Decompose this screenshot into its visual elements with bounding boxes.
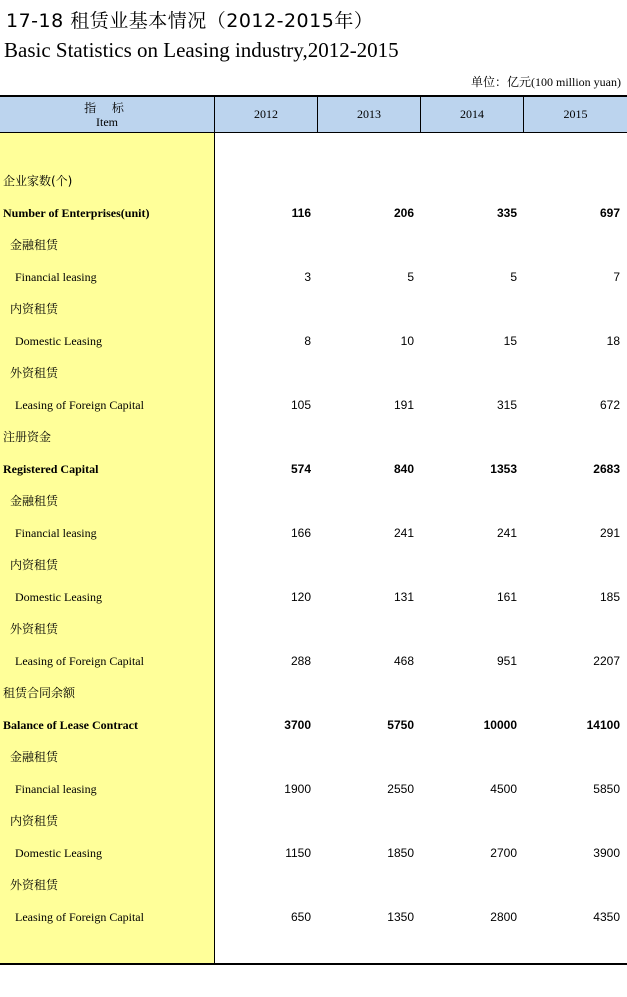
row-label: 租赁合同余额 [3, 686, 76, 700]
row-label: 外资租赁 [10, 366, 59, 380]
cell-value-2012: 288 [290, 654, 311, 668]
cell-value-2015: 185 [599, 590, 620, 604]
cell-value-2015: 14100 [586, 718, 620, 732]
table-row [0, 517, 627, 549]
cell-value-2012: 3700 [284, 718, 311, 732]
unit-label [471, 73, 621, 90]
cell-value-2015: 7 [613, 270, 620, 284]
cell-value-2015: 3900 [593, 846, 620, 860]
cell-value-2013: 10 [400, 334, 414, 348]
table-row [0, 325, 627, 357]
cell-value-2012: 1900 [284, 782, 311, 796]
table-row [0, 421, 627, 453]
table-bottom-rule [0, 963, 627, 965]
table-row [0, 645, 627, 677]
cell-value-2014: 1353 [490, 462, 517, 476]
cell-value-2013: 468 [393, 654, 414, 668]
table-row [0, 453, 627, 485]
table-row [0, 773, 627, 805]
row-label: 金融租赁 [10, 238, 59, 252]
row-label: Leasing of Foreign Capital [15, 398, 144, 412]
table-row [0, 837, 627, 869]
header-year-2012: 2012 [215, 97, 318, 132]
cell-value-2013: 840 [393, 462, 414, 476]
table-row [0, 261, 627, 293]
cell-value-2015: 4350 [593, 910, 620, 924]
table-row [0, 485, 627, 517]
cell-value-2012: 650 [290, 910, 311, 924]
header-year-2014: 2014 [421, 97, 524, 132]
table-title-chinese: 17-18 租赁业基本情况（2012-2015年） [6, 10, 374, 32]
cell-value-2015: 2207 [593, 654, 620, 668]
table-row [0, 677, 627, 709]
table-row [0, 805, 627, 837]
header-item-chinese: 指 标 [84, 100, 130, 115]
cell-value-2012: 8 [304, 334, 311, 348]
header-year-2013: 2013 [318, 97, 421, 132]
cell-value-2014: 161 [496, 590, 517, 604]
row-label: 内资租赁 [10, 814, 59, 828]
row-label: Financial leasing [15, 782, 97, 796]
cell-value-2013: 5750 [387, 718, 414, 732]
row-label: Financial leasing [15, 270, 97, 284]
cell-value-2012: 166 [290, 526, 311, 540]
table-body [0, 165, 627, 933]
cell-value-2015: 291 [599, 526, 620, 540]
cell-value-2015: 697 [599, 206, 620, 220]
row-label: 金融租赁 [10, 494, 59, 508]
header-item-cell [0, 97, 215, 132]
header-year-2015: 2015 [563, 107, 588, 121]
cell-value-2014: 5 [510, 270, 517, 284]
cell-value-2013: 1850 [387, 846, 414, 860]
table-title-english: Basic Statistics on Leasing industry,2012-2015 [4, 38, 399, 62]
cell-value-2014: 4500 [490, 782, 517, 796]
row-label: Registered Capital [3, 462, 99, 476]
cell-value-2014: 10000 [483, 718, 517, 732]
cell-value-2012: 116 [291, 206, 311, 220]
cell-value-2012: 105 [290, 398, 311, 412]
cell-value-2013: 2550 [387, 782, 414, 796]
row-label: Financial leasing [15, 526, 97, 540]
row-label: Domestic Leasing [15, 334, 102, 348]
cell-value-2015: 2683 [593, 462, 620, 476]
table-row [0, 229, 627, 261]
row-label: Number of Enterprises(unit) [3, 206, 150, 220]
table-row [0, 197, 627, 229]
cell-value-2014: 2800 [490, 910, 517, 924]
cell-value-2012: 3 [304, 270, 311, 284]
cell-value-2013: 241 [393, 526, 414, 540]
cell-value-2014: 315 [496, 398, 517, 412]
table-row [0, 613, 627, 645]
unit-label-english: (100 million yuan) [531, 75, 621, 89]
row-label: Domestic Leasing [15, 590, 102, 604]
table-row [0, 741, 627, 773]
table-row [0, 357, 627, 389]
row-label: 内资租赁 [10, 558, 59, 572]
row-label: 外资租赁 [10, 878, 59, 892]
cell-value-2013: 1350 [387, 910, 414, 924]
row-label: Domestic Leasing [15, 846, 102, 860]
cell-value-2014: 15 [503, 334, 517, 348]
cell-value-2015: 672 [599, 398, 620, 412]
table-row [0, 389, 627, 421]
cell-value-2014: 241 [496, 526, 517, 540]
table-header-row [0, 97, 627, 133]
table-row [0, 549, 627, 581]
cell-value-2012: 1150 [285, 846, 311, 860]
row-label: Leasing of Foreign Capital [15, 910, 144, 924]
cell-value-2015: 5850 [593, 782, 620, 796]
table-row [0, 869, 627, 901]
cell-value-2014: 335 [496, 206, 517, 220]
cell-value-2014: 2700 [490, 846, 517, 860]
row-label: 企业家数(个) [3, 174, 73, 188]
table-row [0, 165, 627, 197]
row-label: Balance of Lease Contract [3, 718, 138, 732]
row-label: 注册资金 [3, 430, 52, 444]
cell-value-2012: 120 [290, 590, 311, 604]
cell-value-2013: 206 [393, 206, 414, 220]
table-row [0, 293, 627, 325]
row-label: 外资租赁 [10, 622, 59, 636]
cell-value-2013: 191 [393, 398, 414, 412]
table-row [0, 709, 627, 741]
cell-value-2012: 574 [290, 462, 311, 476]
unit-label-chinese: 单位：亿元 [470, 75, 531, 89]
header-item-english: Item [96, 114, 118, 129]
cell-value-2014: 951 [496, 654, 517, 668]
table-row [0, 901, 627, 933]
cell-value-2013: 5 [407, 270, 414, 284]
table-row [0, 581, 627, 613]
row-label: Leasing of Foreign Capital [15, 654, 144, 668]
cell-value-2013: 131 [393, 590, 414, 604]
row-label: 金融租赁 [10, 750, 59, 764]
row-label: 内资租赁 [10, 302, 59, 316]
cell-value-2015: 18 [606, 334, 620, 348]
